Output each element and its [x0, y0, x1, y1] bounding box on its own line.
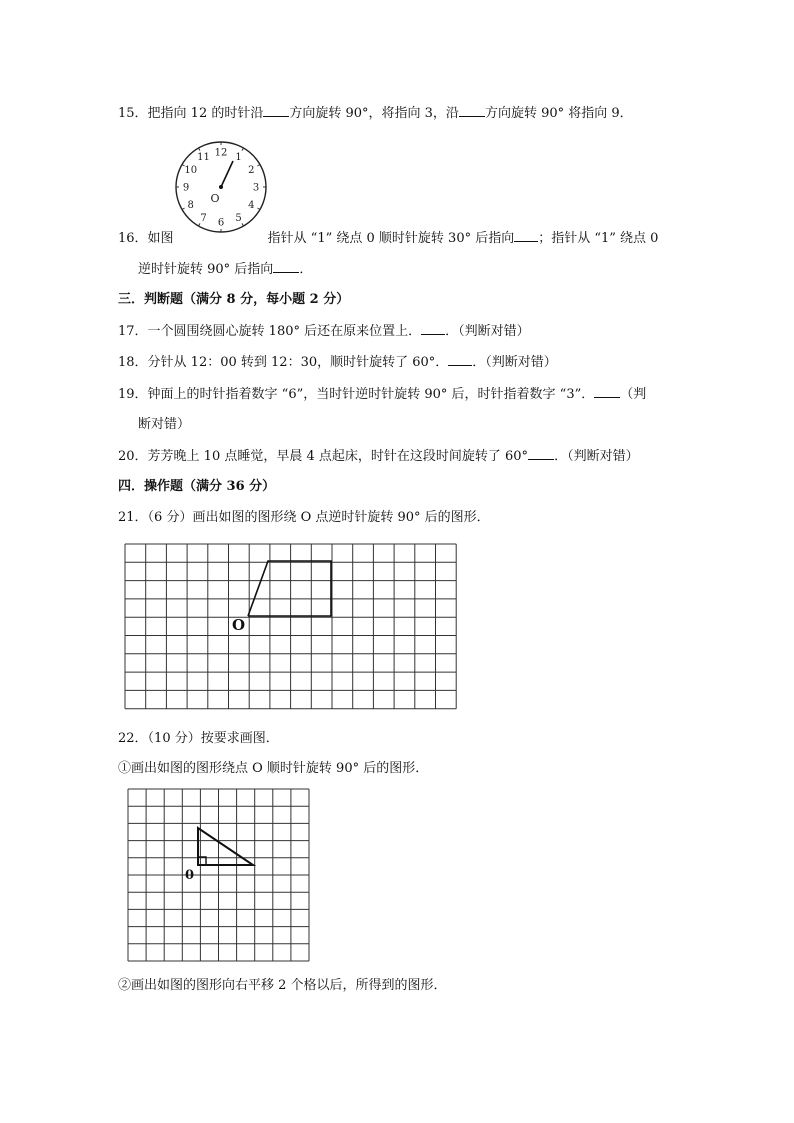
question-22-sub2: ②画出如图的图形向右平移 2 个格以后，所得到的图形．	[118, 978, 447, 993]
q16-text-a: 16．如图	[118, 231, 174, 246]
q16-blank-1	[514, 229, 538, 242]
clock-number: 3	[252, 182, 260, 194]
q15-text-c: 方向旋转 90° 将指向 9．	[484, 106, 633, 121]
clock-tick	[199, 148, 201, 151]
q16-blank-2	[273, 260, 299, 273]
clock-number: 1	[235, 152, 242, 164]
clock-number: 12	[214, 147, 228, 159]
clock-number: 2	[248, 165, 255, 176]
q22-grid	[123, 785, 313, 965]
clock-number: 10	[184, 165, 198, 176]
q16-text-b: 指针从 “1” 绕点 0 顺时针旋转 30° 后指向	[267, 231, 515, 246]
section-4-title: 四．操作题（满分 36 分）	[118, 479, 276, 494]
q17-text-b: ．（判断对错）	[445, 324, 530, 339]
section-3-title: 三．判断题（满分 8 分，每小题 2 分）	[118, 292, 350, 307]
question-16-line2	[138, 260, 312, 279]
clock-number: 8	[187, 200, 194, 211]
question-18	[118, 353, 557, 372]
q18-blank	[448, 353, 472, 366]
clock-tick	[242, 223, 244, 226]
clock-center-dot	[219, 185, 223, 189]
q15-text-a: 15．把指向 12 的时针沿	[118, 106, 264, 121]
q19-text-b: （判	[620, 387, 647, 402]
q19-text-a: 19．钟面上的时针指着数字 “6”，当时针逆时针旋转 90° 后，时针指着数字 “3”．	[118, 387, 595, 402]
q17-blank	[421, 322, 445, 335]
question-22-sub1: ①画出如图的图形绕点 O 顺时针旋转 90° 后的图形．	[118, 761, 429, 776]
q19-blank	[594, 385, 620, 398]
q22-point-label: 0	[185, 868, 195, 883]
question-17	[118, 322, 530, 341]
q16-line2-a: 逆时针旋转 90° 后指向	[138, 262, 274, 277]
clock-number: 11	[197, 152, 210, 164]
question-16	[118, 229, 658, 248]
clock-tick	[257, 165, 260, 167]
q21-point-label: O	[232, 616, 246, 634]
q20-text-b: ．（判断对错）	[554, 449, 639, 464]
question-21: 21．（6 分）画出如图的图形绕 O 点逆时针旋转 90° 后的图形．	[118, 510, 490, 525]
q17-text-a: 17．一个圆围绕圆心旋转 180° 后还在原来位置上．	[118, 324, 422, 339]
clock-hand	[221, 161, 233, 187]
q18-text-a: 18．分针从 12：00 转到 12：30，顺时针旋转了 60°．	[118, 355, 449, 370]
q18-text-b: ．（判断对错）	[472, 355, 557, 370]
q15-blank-2	[459, 104, 485, 117]
q20-text-a: 20．芳芳晚上 10 点睡觉，早晨 4 点起床，时针在这段时间旋转了 60°	[118, 449, 529, 464]
clock-center-label: O	[210, 192, 220, 205]
q21-shape	[248, 561, 331, 616]
clock-number: 4	[248, 200, 255, 211]
q16-text-c: ；指针从 “1” 绕点 0	[538, 231, 659, 246]
clock-number: 5	[235, 212, 242, 224]
clock-number: 6	[217, 217, 225, 229]
q21-grid	[123, 541, 463, 711]
q15-text-b: 方向旋转 90°，将指向 3，沿	[289, 106, 459, 121]
clock-number: 9	[182, 182, 190, 194]
question-19	[118, 385, 646, 404]
clock-tick	[257, 208, 260, 210]
q20-blank	[528, 447, 554, 460]
question-15	[118, 104, 633, 123]
clock-tick	[182, 208, 185, 210]
clock-tick	[242, 148, 244, 151]
question-22: 22．（10 分）按要求画图．	[118, 731, 279, 746]
clock-number: 7	[200, 212, 207, 224]
question-19-line2: 断对错）	[138, 417, 191, 432]
q16-line2-b: ．	[299, 262, 313, 277]
q15-blank-1	[263, 104, 289, 117]
question-20	[118, 447, 639, 466]
clock-figure	[171, 135, 271, 235]
